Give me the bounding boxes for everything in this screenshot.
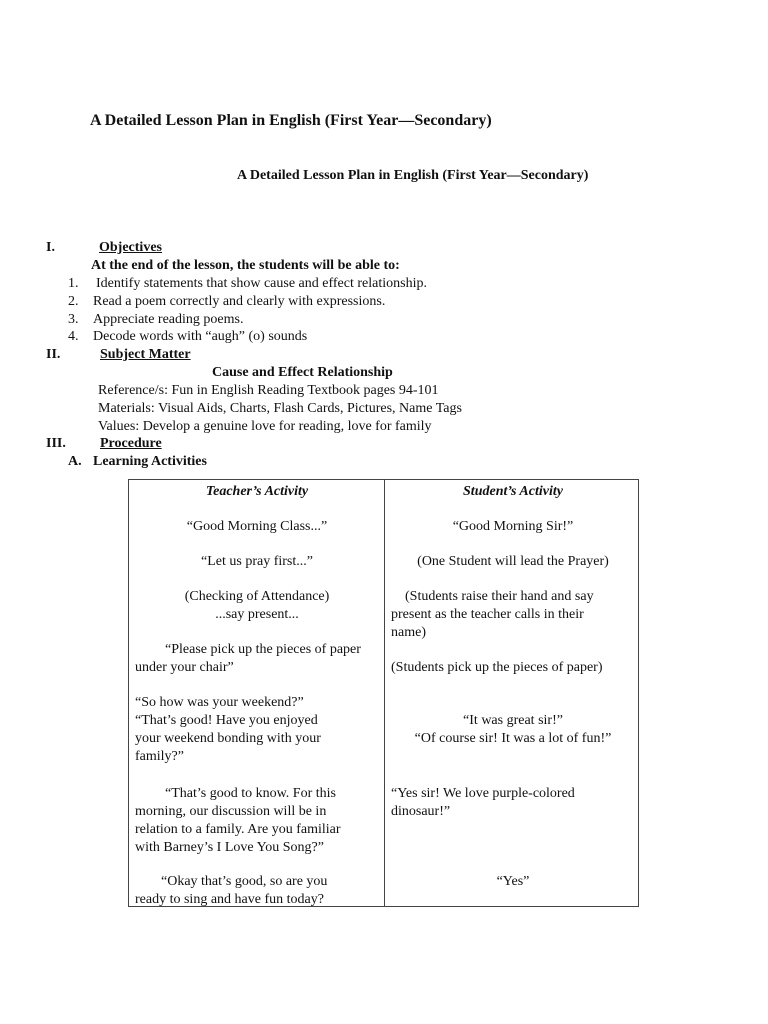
objectives-heading: Objectives [99, 240, 162, 255]
student-line: “Good Morning Sir!” [452, 519, 574, 534]
subject-number: II. [46, 347, 61, 362]
procedure-heading: Procedure [100, 436, 162, 451]
objective-item: Appreciate reading poems. [93, 312, 244, 327]
table-column-divider [384, 480, 385, 906]
objective-item: Identify statements that show cause and effect relationship. [96, 276, 427, 291]
subject-heading: Subject Matter [100, 347, 191, 362]
procedure-number: III. [46, 436, 66, 451]
subject-values: Values: Develop a genuine love for reading, love for family [98, 419, 432, 434]
objective-number: 4. [68, 329, 79, 344]
student-line: (Students pick up the pieces of paper) [391, 660, 603, 675]
objectives-intro: At the end of the lesson, the students will be able to: [91, 258, 400, 273]
activities-table [128, 479, 639, 907]
procedure-sub-title: Learning Activities [93, 454, 207, 469]
teacher-line: “Please pick up the pieces of paper under your chair” [135, 642, 361, 675]
subject-materials: Materials: Visual Aids, Charts, Flash Cards, Pictures, Name Tags [98, 401, 462, 416]
document-title: A Detailed Lesson Plan in English (First Year—Secondary) [90, 112, 492, 129]
teacher-line: “Okay that’s good, so are you ready to sing and have fun today? [135, 874, 328, 907]
objective-item: Read a poem correctly and clearly with expressions. [93, 294, 386, 309]
teacher-line: “So how was your weekend?” “That’s good! Have you enjoyed your weekend bonding with your family?” [135, 695, 321, 764]
subject-reference: Reference/s: Fun in English Reading Textbook pages 94-101 [98, 383, 439, 398]
teacher-line: “Good Morning Class...” [186, 519, 328, 534]
objective-number: 1. [68, 276, 79, 291]
student-column-header: Student’s Activity [463, 484, 563, 499]
teacher-line: “That’s good to know. For this morning, our discussion will be in relation to a family. Are you familiar with Barney’s I Love You Song?” [135, 786, 341, 855]
objective-number: 3. [68, 312, 79, 327]
student-line: “Yes” [496, 874, 530, 889]
student-line: (Students raise their hand and say present as the teacher calls in their name) [391, 589, 594, 640]
subject-topic: Cause and Effect Relationship [212, 365, 393, 380]
teacher-line: (Checking of Attendance) ...say present... [184, 589, 330, 622]
objective-item: Decode words with “augh” (o) sounds [93, 329, 308, 344]
student-line: “It was great sir!” “Of course sir! It was a lot of fun!” [414, 713, 612, 746]
student-line: “Yes sir! We love purple-colored dinosaur!” [391, 786, 575, 819]
teacher-column-header: Teacher’s Activity [205, 484, 309, 499]
objectives-number: I. [46, 240, 55, 255]
objective-number: 2. [68, 294, 79, 309]
document-subtitle: A Detailed Lesson Plan in English (First Year—Secondary) [237, 168, 589, 183]
procedure-sub-letter: A. [68, 454, 82, 469]
student-line: (One Student will lead the Prayer) [417, 554, 609, 569]
teacher-line: “Let us pray first...” [201, 554, 313, 569]
